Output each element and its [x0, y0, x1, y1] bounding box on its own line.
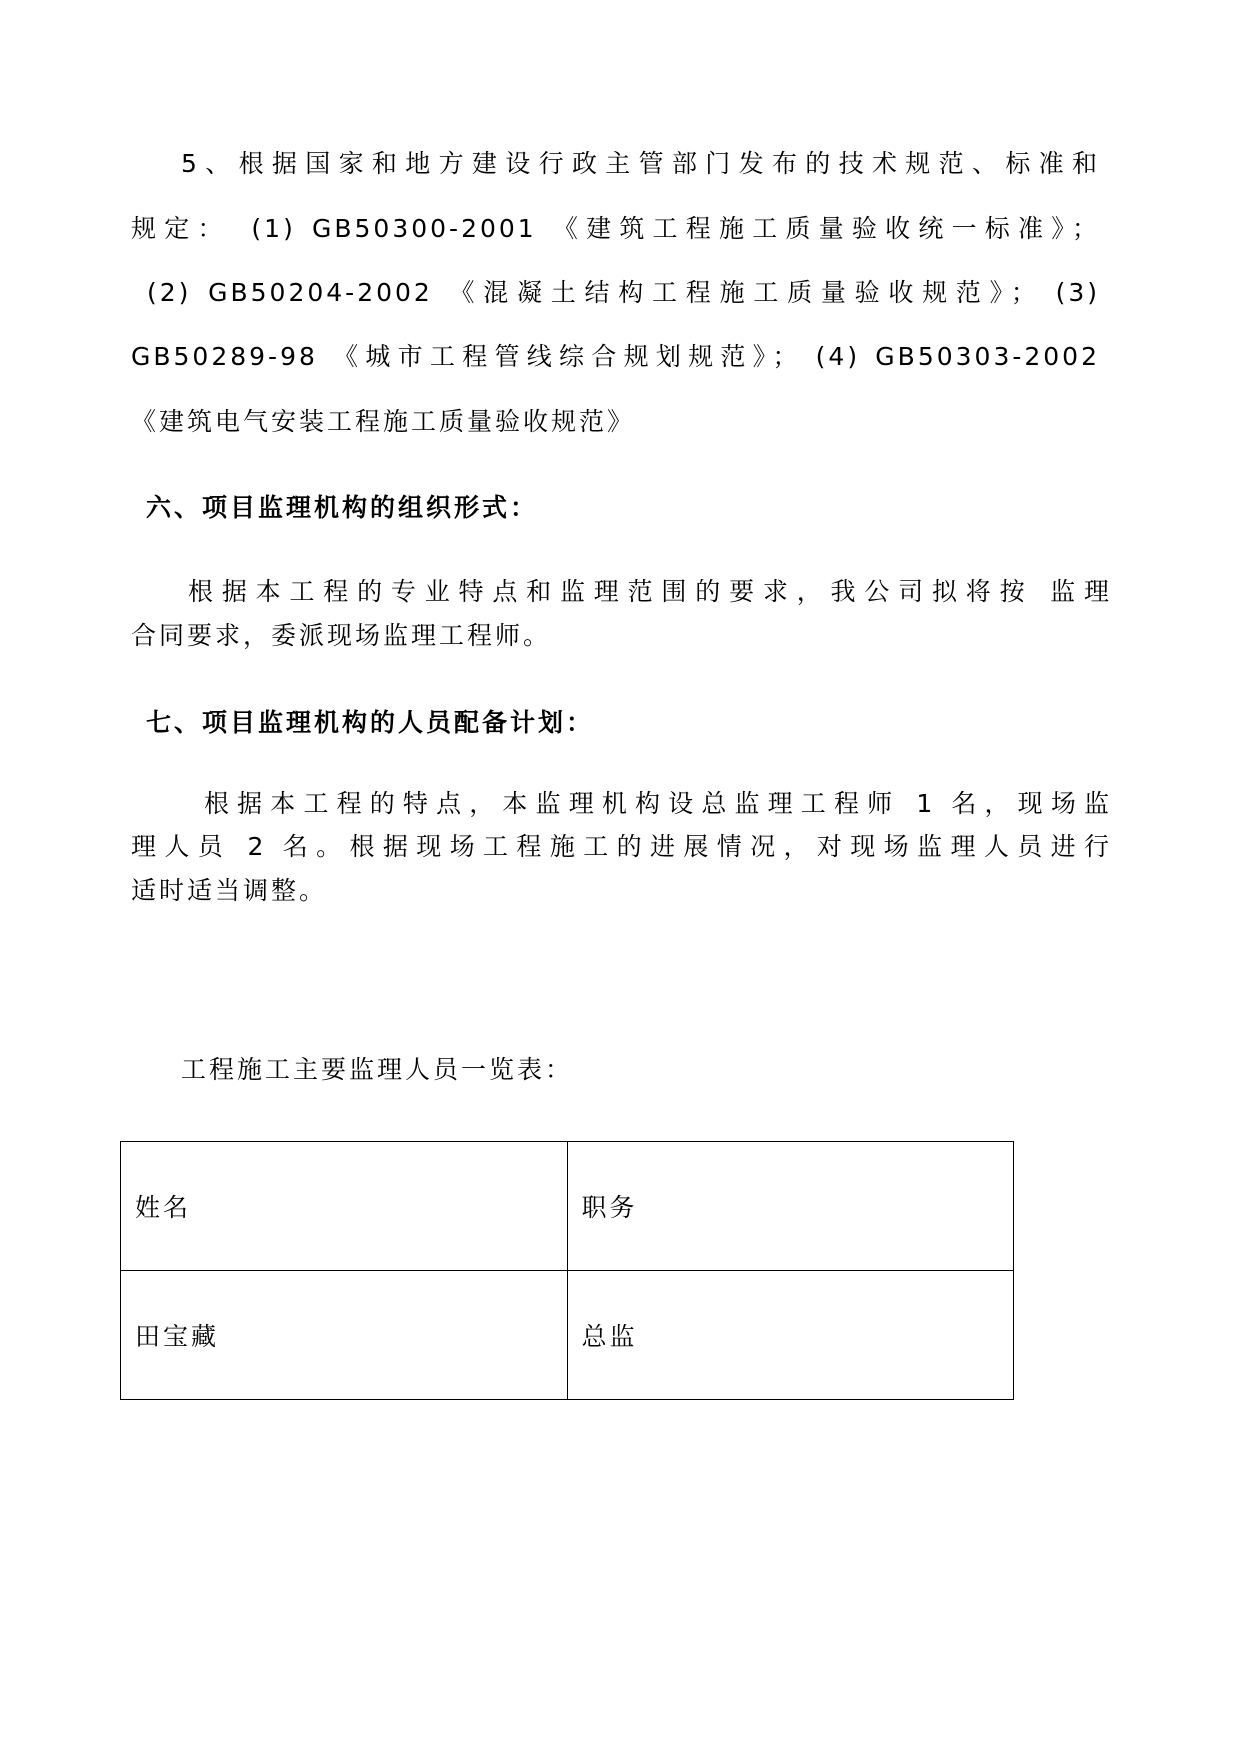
paragraph-line: 5、根据国家和地方建设行政主管部门发布的技术规范、标准和 [181, 149, 1100, 178]
section-heading: 六、项目监理机构的组织形式： [146, 493, 539, 522]
paragraph-line: 根据本工程的特点，本监理机构设总监理工程师 1 名，现场监 [204, 789, 1112, 818]
header-name: 姓名 [121, 1142, 568, 1271]
paragraph-line: 《建筑电气安装工程施工质量验收规范》 [131, 407, 636, 436]
table-title: 工程施工主要监理人员一览表： [181, 1055, 574, 1084]
header-position: 职务 [567, 1142, 1014, 1271]
paragraph-line: 理人员 2 名。根据现场工程施工的进展情况，对现场监理人员进行 [131, 832, 1112, 861]
paragraph-line: 适时适当调整。 [131, 876, 328, 905]
paragraph-line: 规定： (1) GB50300-2001 《建筑工程施工质量验收统一标准》； [131, 214, 1100, 243]
paragraph-line: 合同要求，委派现场监理工程师。 [131, 621, 552, 650]
table-header-row [121, 1142, 1014, 1271]
section-heading: 七、项目监理机构的人员配备计划： [146, 708, 595, 737]
paragraph-line: GB50289-98 《城市工程管线综合规划规范》； (4) GB50303-2002 [131, 342, 1100, 371]
paragraph-line: (2) GB50204-2002 《混凝土结构工程施工质量验收规范》； (3) [147, 278, 1100, 307]
cell-name: 田宝藏 [121, 1271, 568, 1400]
staff-table [120, 1141, 1014, 1400]
paragraph-line: 根据本工程的专业特点和监理范围的要求，我公司拟将按 监理 [188, 577, 1112, 606]
cell-position: 总监 [567, 1271, 1014, 1400]
table-row [121, 1271, 1014, 1400]
